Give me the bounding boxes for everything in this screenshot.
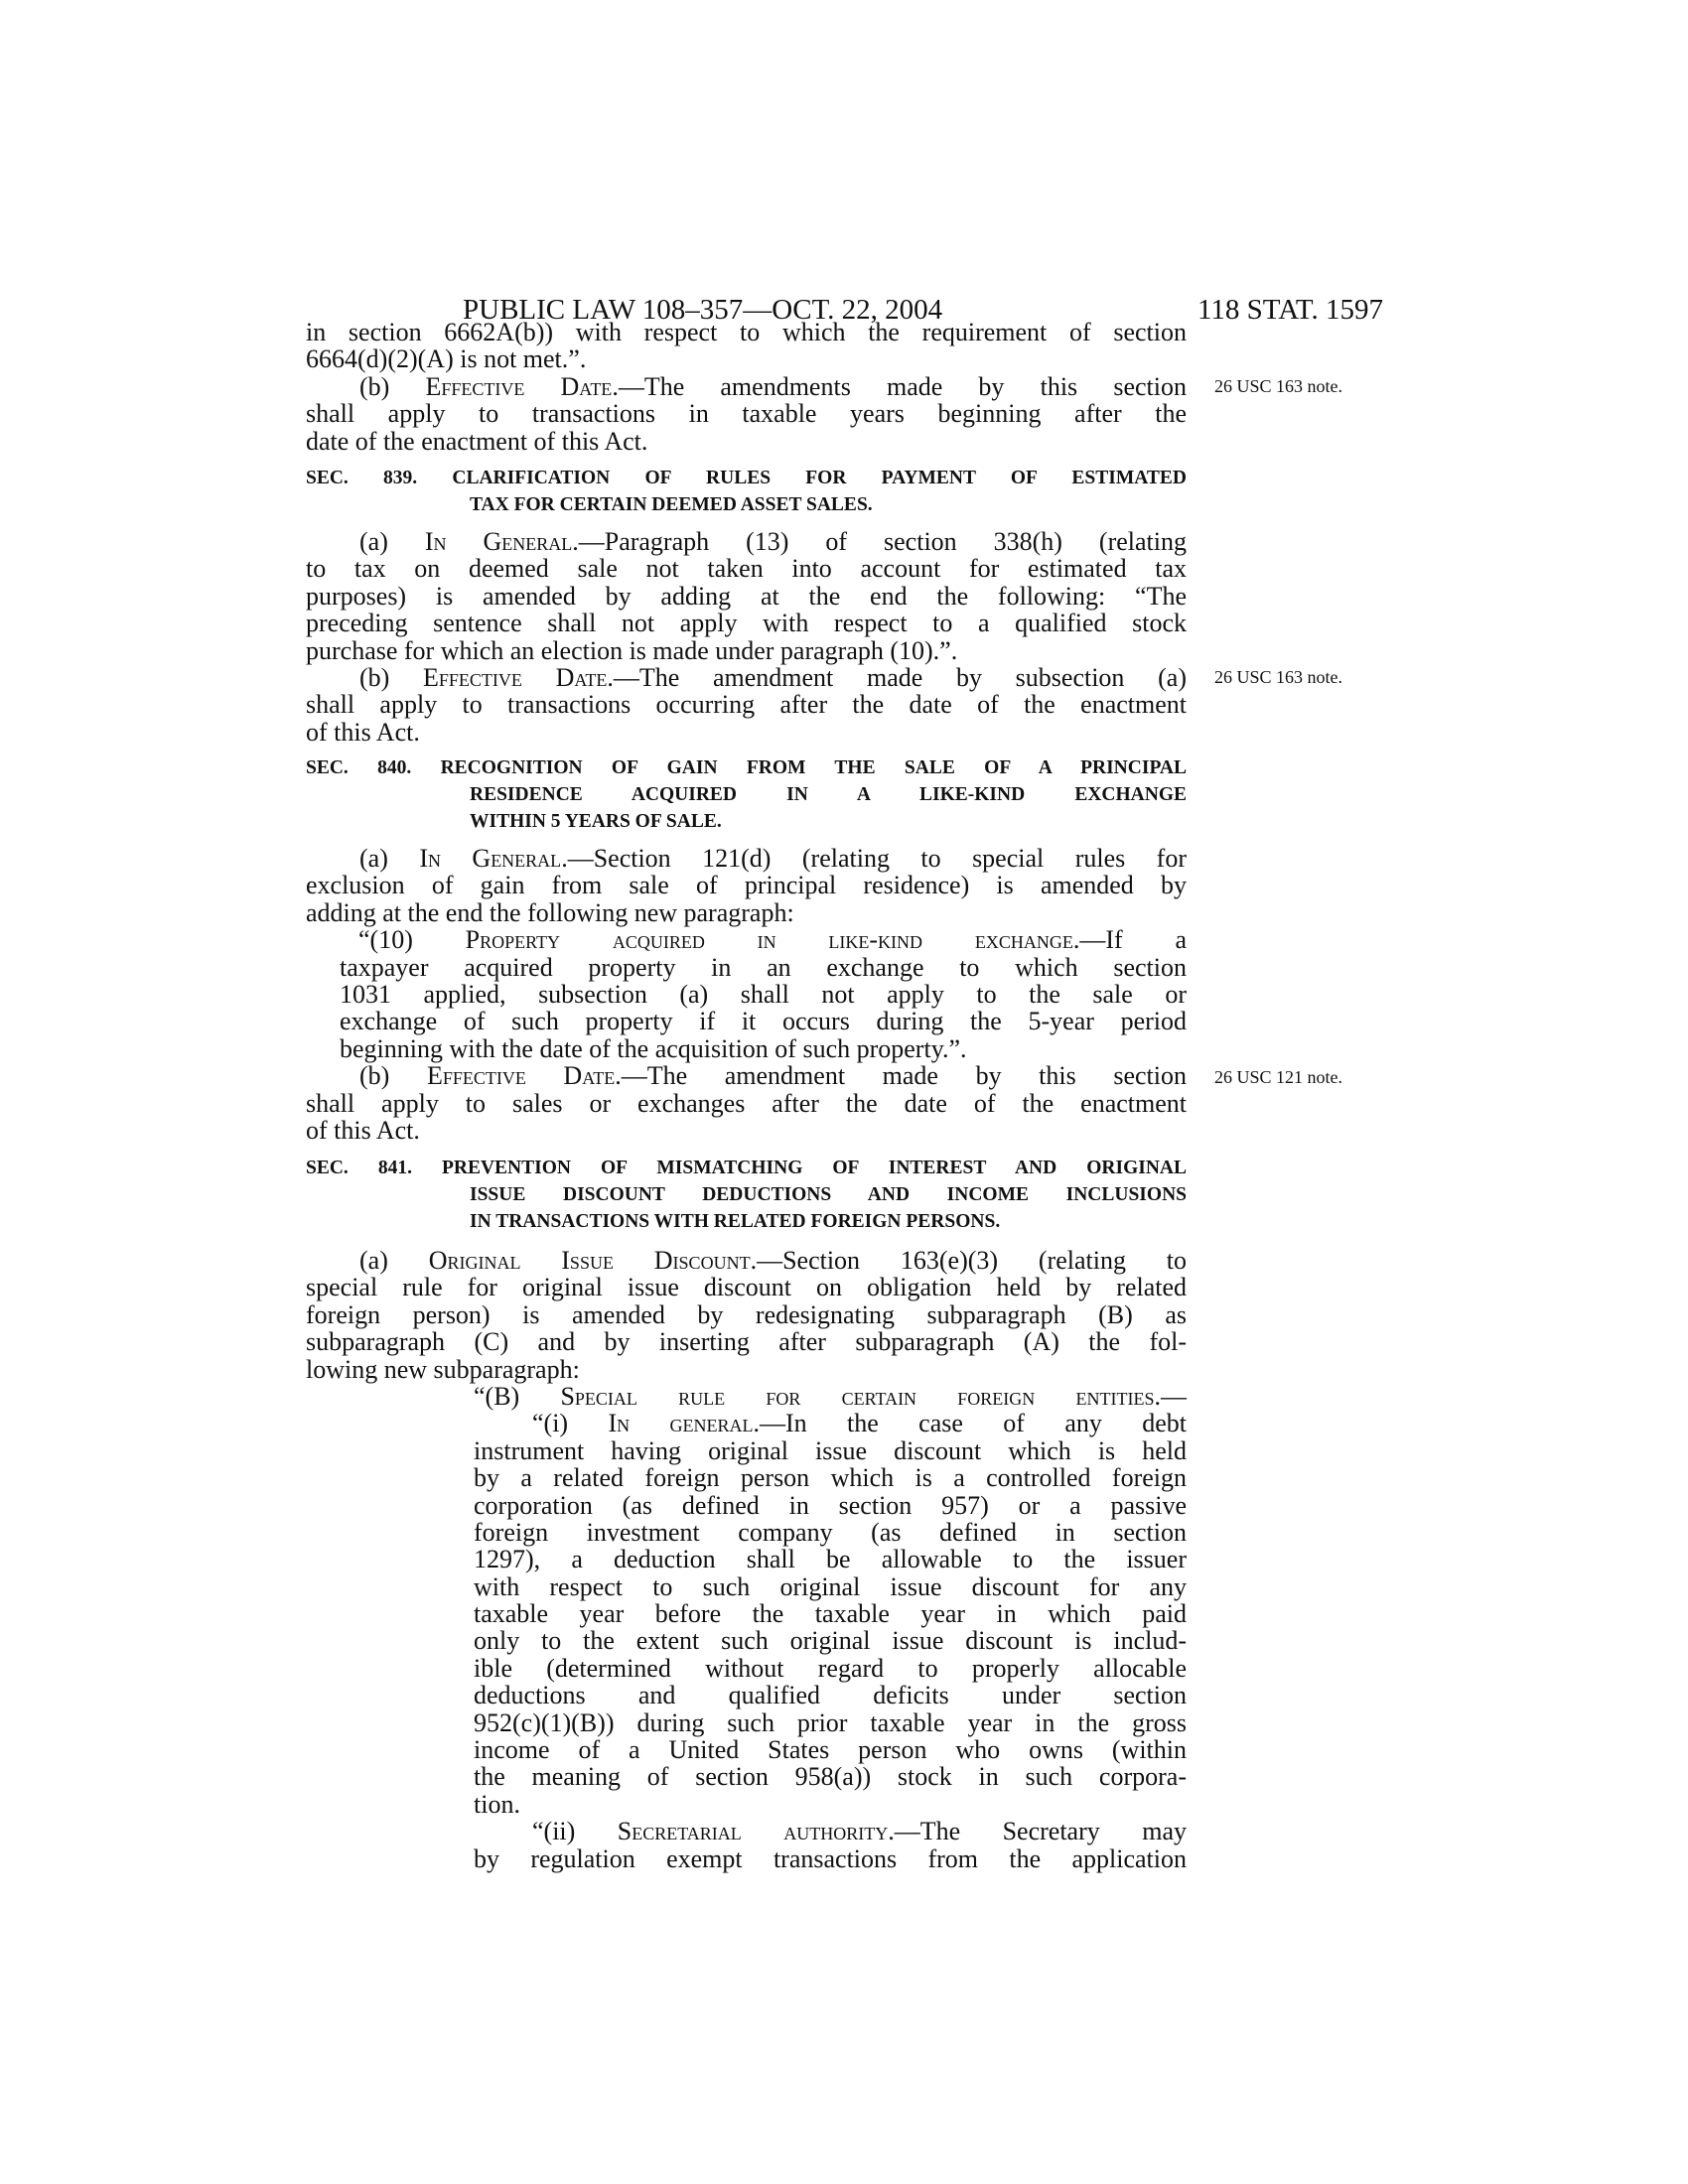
text-line bbox=[474, 1655, 1187, 1682]
text-line bbox=[306, 465, 1187, 491]
text-run: special rule for original issue discount on obligation held by related bbox=[306, 1273, 1187, 1302]
text-line bbox=[340, 1008, 1187, 1034]
section-841-heading bbox=[306, 1155, 1187, 1235]
text-line bbox=[306, 1117, 1187, 1144]
text-run: the meaning of section 958(a)) stock in such corpora- bbox=[474, 1762, 1187, 1792]
text-line bbox=[474, 1736, 1187, 1763]
text-line bbox=[306, 1181, 1187, 1208]
text-run: .—The amendment made by subsection (a) bbox=[607, 662, 1187, 692]
text-run: 952(c)(1)(B)) during such prior taxable year in the gross bbox=[474, 1707, 1187, 1737]
text-line bbox=[474, 1464, 1187, 1491]
text-line bbox=[474, 1818, 1187, 1844]
running-header-title: PUBLIC LAW 108–357—OCT. 22, 2004 bbox=[463, 294, 943, 326]
text-run: instrument having original issue discount which is held bbox=[474, 1435, 1187, 1465]
text-run: SEC. 840. RECOGNITION OF GAIN FROM THE SALE OF A PRINCIPAL bbox=[306, 757, 1187, 778]
text-run: lowing new subparagraph: bbox=[306, 1354, 580, 1384]
section-839-body bbox=[306, 528, 1187, 746]
text-line bbox=[474, 1546, 1187, 1572]
text-run: .—If a bbox=[1072, 925, 1187, 955]
text-run: adding at the end the following new paragraph: bbox=[306, 897, 794, 927]
text-run: by regulation exempt transactions from the application bbox=[474, 1843, 1187, 1873]
text-run: .—The Secretary may bbox=[888, 1817, 1187, 1846]
section-838-tail bbox=[306, 319, 1187, 455]
text-run: subparagraph (C) and by inserting after subparagraph (A) the fol- bbox=[306, 1327, 1187, 1357]
text-run: “(i) bbox=[532, 1409, 609, 1438]
text-line bbox=[306, 528, 1187, 555]
text-line bbox=[474, 1492, 1187, 1519]
paragraph bbox=[306, 845, 1187, 926]
text-line bbox=[306, 872, 1187, 898]
text-line bbox=[474, 1845, 1187, 1872]
text-run: purchase for which an election is made under paragraph (10).”. bbox=[306, 635, 958, 665]
text-run: IN TRANSACTIONS WITH RELATED FOREIGN PERSONS. bbox=[470, 1211, 1001, 1232]
text-run: (b) bbox=[359, 1061, 427, 1091]
text-line bbox=[306, 345, 1187, 372]
paragraph bbox=[306, 528, 1187, 664]
paragraph bbox=[306, 373, 1187, 455]
paragraph bbox=[474, 1410, 1187, 1818]
text-line bbox=[306, 400, 1187, 427]
text-line bbox=[306, 1062, 1187, 1089]
text-run: to tax on deemed sale not taken into account for estimated tax bbox=[306, 554, 1187, 584]
text-line bbox=[340, 926, 1187, 953]
text-line bbox=[474, 1682, 1187, 1708]
text-run: ISSUE DISCOUNT DEDUCTIONS AND INCOME INCLUSIONS bbox=[470, 1184, 1187, 1205]
text-run: by a related foreign person which is a controlled foreign bbox=[474, 1463, 1187, 1493]
text-line bbox=[474, 1437, 1187, 1464]
text-run: 1031 applied, subsection (a) shall not apply to the sale or bbox=[340, 979, 1187, 1009]
text-line bbox=[306, 1247, 1187, 1274]
text-run: shall apply to transactions in taxable years beginning after the bbox=[306, 399, 1187, 429]
text-run: (a) bbox=[359, 1246, 429, 1275]
text-run: RESIDENCE ACQUIRED IN A LIKE-KIND EXCHANGE bbox=[470, 784, 1187, 805]
text-run: .—The amendment made by this section bbox=[615, 1061, 1187, 1091]
text-line bbox=[474, 1383, 1187, 1410]
text-line bbox=[306, 637, 1187, 664]
text-line bbox=[306, 899, 1187, 926]
text-line bbox=[306, 1208, 1187, 1235]
text-run: (a) bbox=[359, 844, 420, 873]
paragraph-heading: Secretarial authority bbox=[617, 1817, 889, 1846]
text-run: 6664(d)(2)(A) is not met.”. bbox=[306, 344, 587, 374]
text-line bbox=[306, 808, 1187, 835]
margin-note: 26 USC 163 note. bbox=[1214, 667, 1343, 687]
text-run: beginning with the date of the acquisition of such property.”. bbox=[340, 1033, 967, 1063]
text-line bbox=[306, 491, 1187, 518]
text-run: income of a United States person who owns (within bbox=[474, 1735, 1187, 1765]
text-run: deductions and qualified deficits under section bbox=[474, 1681, 1187, 1710]
text-run: only to the extent such original issue discount is includ- bbox=[474, 1626, 1187, 1656]
text-run: taxable year before the taxable year in which paid bbox=[474, 1599, 1187, 1629]
text-run: WITHIN 5 YEARS OF SALE. bbox=[470, 811, 722, 832]
text-line bbox=[306, 1155, 1187, 1181]
text-run: .—Section 163(e)(3) (relating to bbox=[750, 1246, 1187, 1275]
paragraph-heading: In General bbox=[424, 527, 573, 556]
text-line bbox=[306, 555, 1187, 582]
text-run: shall apply to transactions occurring after the date of the enactment bbox=[306, 690, 1187, 720]
text-line bbox=[340, 1035, 1187, 1062]
text-run: shall apply to sales or exchanges after the date of the enactment bbox=[306, 1088, 1187, 1118]
text-line bbox=[306, 781, 1187, 808]
text-line bbox=[474, 1600, 1187, 1627]
paragraph-heading: Effective Date bbox=[426, 1061, 616, 1091]
text-run: tion. bbox=[474, 1789, 520, 1819]
paragraph-heading: Effective Date bbox=[425, 371, 613, 401]
section-839-heading bbox=[306, 465, 1187, 518]
paragraph bbox=[306, 319, 1187, 373]
paragraph bbox=[340, 926, 1187, 1062]
text-line bbox=[306, 1090, 1187, 1117]
text-line bbox=[340, 981, 1187, 1008]
paragraph-heading: Original Issue Discount bbox=[428, 1246, 751, 1275]
text-line bbox=[474, 1410, 1187, 1436]
text-run: “(10) bbox=[358, 925, 466, 955]
text-line bbox=[306, 1274, 1187, 1300]
text-line bbox=[474, 1791, 1187, 1818]
text-run: (a) bbox=[359, 527, 425, 556]
text-line bbox=[306, 1328, 1187, 1355]
section-840-heading bbox=[306, 754, 1187, 835]
text-run: .— bbox=[1154, 1381, 1187, 1411]
text-run: purposes) is amended by adding at the end the following: “The bbox=[306, 581, 1187, 611]
text-run: .—Paragraph (13) of section 338(h) (relating bbox=[572, 527, 1187, 556]
text-run: corporation (as defined in section 957) or a passive bbox=[474, 1490, 1187, 1520]
text-run: SEC. 839. CLARIFICATION OF RULES FOR PAYMENT OF ESTIMATED bbox=[306, 468, 1187, 488]
paragraph-heading: In General bbox=[419, 844, 562, 873]
text-run: 1297), a deduction shall be allowable to the issuer bbox=[474, 1545, 1187, 1574]
text-line bbox=[340, 954, 1187, 981]
paragraph-heading: Effective Date bbox=[423, 662, 608, 692]
text-line bbox=[474, 1709, 1187, 1736]
paragraph bbox=[474, 1383, 1187, 1410]
text-line bbox=[306, 664, 1187, 691]
margin-note: 26 USC 121 note. bbox=[1214, 1067, 1343, 1087]
text-line bbox=[306, 428, 1187, 455]
text-run: “(B) bbox=[474, 1381, 561, 1411]
text-line bbox=[306, 583, 1187, 610]
section-840-body bbox=[306, 845, 1187, 1144]
text-line bbox=[306, 1301, 1187, 1328]
text-run: foreign person) is amended by redesignating subparagraph (B) as bbox=[306, 1299, 1187, 1329]
text-line bbox=[306, 610, 1187, 636]
text-run: “(ii) bbox=[532, 1817, 618, 1846]
text-run: foreign investment company (as defined in section bbox=[474, 1517, 1187, 1547]
text-run: TAX FOR CERTAIN DEEMED ASSET SALES. bbox=[470, 494, 873, 515]
text-line bbox=[306, 845, 1187, 872]
text-line bbox=[474, 1573, 1187, 1600]
text-run: exchange of such property if it occurs during the 5-year period bbox=[340, 1007, 1187, 1036]
text-line bbox=[306, 719, 1187, 746]
text-run: in section 6662A(b)) with respect to which the requirement of section bbox=[306, 318, 1187, 346]
paragraph-heading: Special rule for certain foreign entities bbox=[560, 1381, 1155, 1411]
text-run: of this Act. bbox=[306, 717, 420, 747]
text-line bbox=[306, 754, 1187, 781]
text-run: taxpayer acquired property in an exchange to which section bbox=[340, 952, 1187, 982]
paragraph-heading: In general bbox=[608, 1409, 754, 1438]
text-run: .—The amendments made by this section bbox=[612, 371, 1187, 401]
text-line bbox=[306, 691, 1187, 718]
text-run: .—Section 121(d) (relating to special rules for bbox=[561, 844, 1187, 873]
text-run: (b) bbox=[359, 371, 426, 401]
text-run: of this Act. bbox=[306, 1115, 420, 1145]
paragraph-heading: Property acquired in like-kind exchange bbox=[465, 925, 1073, 955]
text-line bbox=[474, 1627, 1187, 1654]
margin-note: 26 USC 163 note. bbox=[1214, 376, 1343, 396]
paragraph bbox=[306, 1247, 1187, 1383]
page-number: 118 STAT. 1597 bbox=[1197, 294, 1383, 326]
text-run: date of the enactment of this Act. bbox=[306, 426, 648, 456]
paragraph bbox=[306, 664, 1187, 746]
text-run: SEC. 841. PREVENTION OF MISMATCHING OF INTEREST AND ORIGINAL bbox=[306, 1158, 1187, 1178]
text-run: preceding sentence shall not apply with respect to a qualified stock bbox=[306, 609, 1187, 638]
paragraph bbox=[306, 1062, 1187, 1144]
text-run: ible (determined without regard to properly allocable bbox=[474, 1653, 1187, 1683]
text-run: exclusion of gain from sale of principal residence) is amended by bbox=[306, 871, 1187, 900]
text-run: with respect to such original issue discount for any bbox=[474, 1571, 1187, 1601]
section-841-body bbox=[306, 1247, 1187, 1872]
paragraph bbox=[474, 1818, 1187, 1872]
text-line bbox=[306, 319, 1187, 345]
text-run: (b) bbox=[359, 662, 424, 692]
text-run: .—In the case of any debt bbox=[753, 1409, 1187, 1438]
text-line bbox=[306, 1356, 1187, 1383]
text-line bbox=[474, 1763, 1187, 1790]
text-line bbox=[306, 373, 1187, 400]
text-line bbox=[474, 1519, 1187, 1546]
